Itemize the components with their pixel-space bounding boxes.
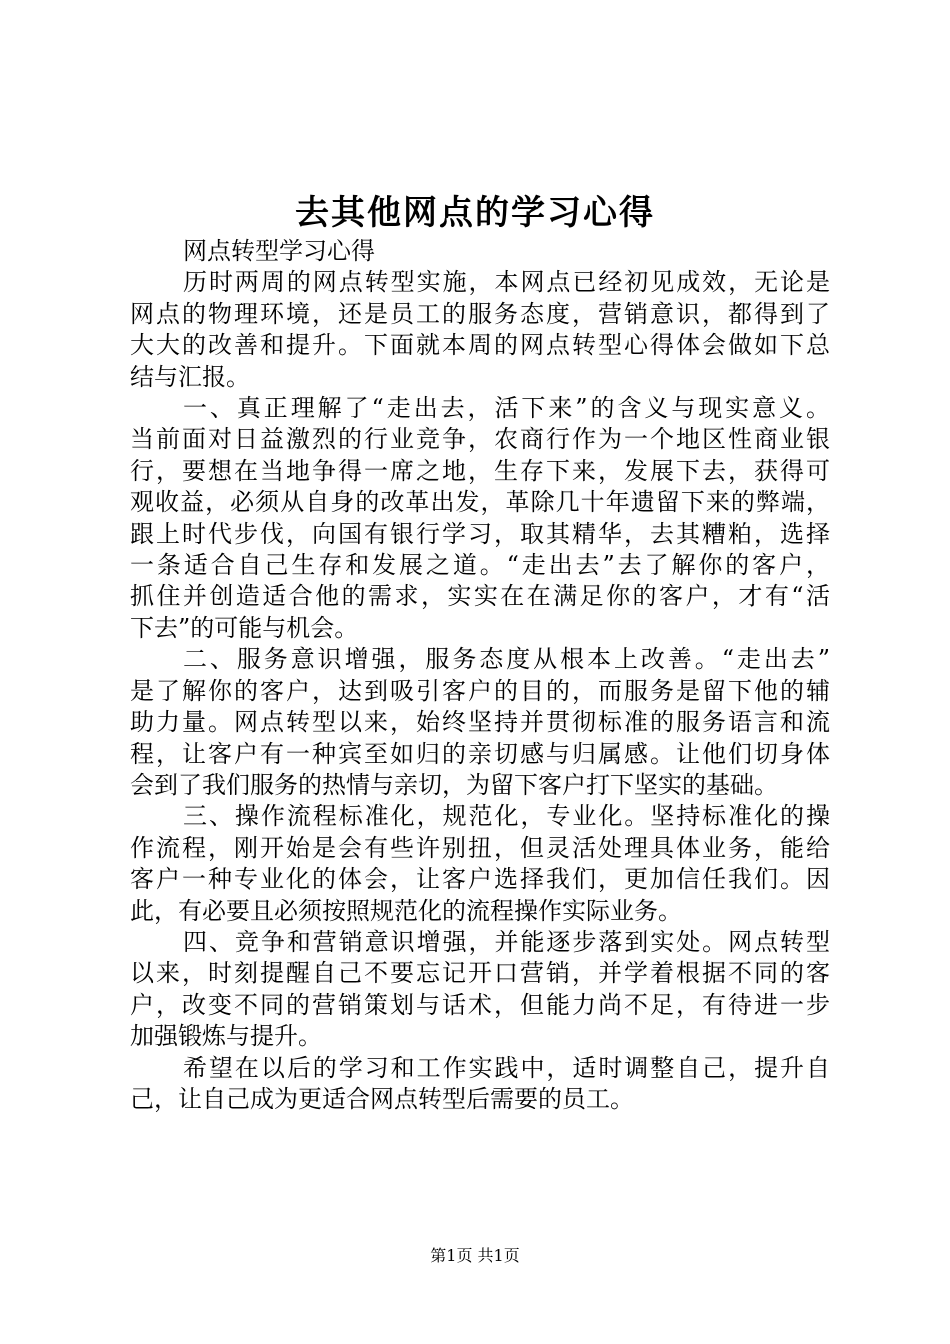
- text-line: 助力量。网点转型以来，始终坚持并贯彻标准的服务语言和流: [130, 708, 830, 737]
- text-line: 当前面对日益激烈的行业竞争，农商行作为一个地区性商业银: [130, 425, 830, 454]
- text-line: 以来，时刻提醒自己不要忘记开口营销，并学着根据不同的客: [130, 959, 830, 988]
- text-line: 希望在以后的学习和工作实践中，适时调整自己，提升自: [183, 1053, 830, 1082]
- text-line: 结与汇报。: [130, 362, 250, 391]
- text-line: 网点的物理环境，还是员工的服务态度，营销意识，都得到了: [130, 299, 830, 328]
- paragraph: [130, 927, 830, 1053]
- text-line: 下去”的可能与机会。: [130, 613, 359, 642]
- text-line: 行，要想在当地争得一席之地，生存下来，发展下去，获得可: [130, 456, 830, 485]
- text-line: 户，改变不同的营销策划与话术，但能力尚不足，有待进一步: [130, 990, 830, 1019]
- text-line: 抓住并创造适合他的需求，实实在在满足你的客户，才有“活: [130, 582, 830, 611]
- text-line: 作流程，刚开始是会有些许别扭，但灵活处理具体业务，能给: [130, 833, 830, 862]
- paragraph: [130, 393, 830, 644]
- paragraph: [130, 801, 830, 927]
- text-line: 观收益，必须从自身的改革出发，革除几十年遗留下来的弊端，: [130, 488, 830, 517]
- text-line: 一条适合自己生存和发展之道。“走出去”去了解你的客户，: [130, 551, 830, 580]
- paragraph: [130, 267, 830, 393]
- text-line: 二、服务意识增强，服务态度从根本上改善。“走出去”: [183, 645, 830, 674]
- text-line: 会到了我们服务的热情与亲切，为留下客户打下坚实的基础。: [130, 770, 778, 799]
- text-line: 一、真正理解了“走出去，活下来”的含义与现实意义。: [183, 394, 830, 423]
- text-line: 己，让自己成为更适合网点转型后需要的员工。: [130, 1084, 634, 1113]
- text-line: 历时两周的网点转型实施，本网点已经初见成效，无论是: [183, 268, 830, 297]
- text-line: 程，让客户有一种宾至如归的亲切感与归属感。让他们切身体: [130, 739, 830, 768]
- text-line: 是了解你的客户，达到吸引客户的目的，而服务是留下他的辅: [130, 676, 830, 705]
- page-footer: 第1页 共1页: [430, 1246, 520, 1265]
- document-title: 去其他网点的学习心得: [295, 193, 655, 233]
- text-line: 四、竞争和营销意识增强，并能逐步落到实处。网点转型: [183, 927, 830, 956]
- text-line: 跟上时代步伐，向国有银行学习，取其精华，去其糟粕，选择: [130, 519, 830, 548]
- document-body: [130, 236, 830, 1115]
- text-line: 大大的改善和提升。下面就本周的网点转型心得体会做如下总: [130, 331, 830, 360]
- text-line: 加强锻炼与提升。: [130, 1022, 322, 1051]
- paragraph: [130, 644, 830, 801]
- text-line: 客户一种专业化的体会，让客户选择我们，更加信任我们。因: [130, 865, 830, 894]
- text-line: 此，有必要且必须按照规范化的流程操作实际业务。: [130, 896, 682, 925]
- paragraph: [130, 1053, 830, 1116]
- paragraph: [130, 236, 830, 267]
- text-line: 三、操作流程标准化，规范化，专业化。坚持标准化的操: [183, 802, 830, 831]
- text-line: 网点转型学习心得: [183, 237, 375, 265]
